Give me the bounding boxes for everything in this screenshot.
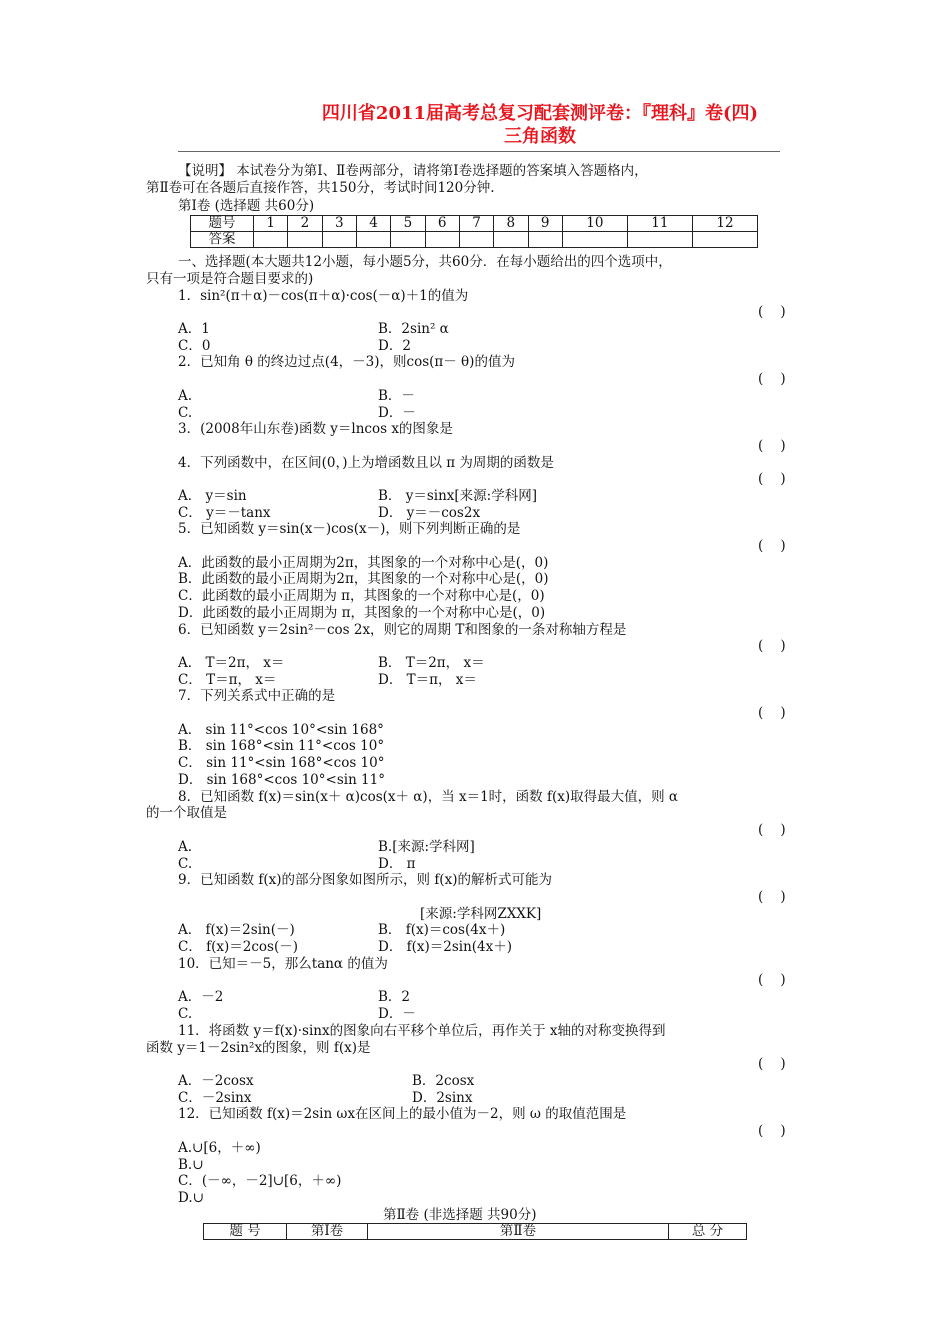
- q8-option-d: D． π: [378, 856, 416, 872]
- q11-stem-line-1: 11．将函数 y＝f(x)·sinx的图象向右平移个单位后，再作关于 x轴的对称变换得到: [178, 1023, 666, 1039]
- score-table-label: 题 号: [204, 1224, 287, 1240]
- answer-cell[interactable]: [391, 232, 425, 248]
- q8-option-b: B.[来源:学科网]: [378, 839, 475, 855]
- q5-option-a: A．此函数的最小正周期为2π，其图象的一个对称中心是(，0): [178, 555, 549, 571]
- q9-option-d: D． f(x)＝2sin(4x＋): [378, 939, 513, 955]
- q7-stem: 7．下列关系式中正确的是: [178, 688, 336, 704]
- exam-subtitle: 三角函数: [504, 126, 576, 147]
- q12-option-a: A.∪[6，＋∞): [178, 1140, 261, 1156]
- q12-option-c: C．(－∞，－2]∪[6，＋∞): [178, 1173, 342, 1189]
- answer-cell[interactable]: [322, 232, 356, 248]
- q6-option-a: A． T＝2π， x＝: [178, 655, 285, 671]
- q2-option-b: B．－: [378, 388, 415, 404]
- q1-option-b: B．2sin² α: [378, 321, 449, 337]
- q7-answer-paren[interactable]: ( ): [758, 705, 786, 721]
- answer-table-label-number: 题号: [191, 216, 254, 232]
- q1-answer-paren[interactable]: ( ): [758, 304, 786, 320]
- part1-heading: 第Ⅰ卷 (选择题 共60分): [178, 198, 315, 214]
- answer-cell[interactable]: [528, 232, 562, 248]
- q10-option-b: B．2: [378, 989, 411, 1005]
- q4-answer-paren[interactable]: ( ): [758, 471, 786, 487]
- q3-answer-paren[interactable]: ( ): [758, 438, 786, 454]
- q10-option-c: C.: [178, 1006, 193, 1022]
- q4-option-c: C． y＝－tanx: [178, 505, 271, 521]
- intro-line-1: 【说明】 本试卷分为第Ⅰ、Ⅱ卷两部分，请将第Ⅰ卷选择题的答案填入答题格内，: [178, 163, 648, 179]
- part2-heading: 第Ⅱ卷 (非选择题 共90分): [383, 1207, 537, 1223]
- q10-stem: 10．已知＝－5，那么tanα 的值为: [178, 956, 388, 972]
- answer-table-num: 1: [254, 216, 288, 232]
- q11-option-b: B．2cosx: [412, 1073, 475, 1089]
- answer-table-num: 3: [322, 216, 356, 232]
- answer-cell[interactable]: [425, 232, 459, 248]
- q8-stem-line-2: 的一个取值是: [146, 805, 227, 821]
- q11-option-d: D．2sinx: [412, 1090, 473, 1106]
- answer-cell[interactable]: [627, 232, 692, 248]
- q2-option-a: A.: [178, 388, 193, 404]
- q6-stem: 6．已知函数 y＝2sin²－cos 2x，则它的周期 T和图象的一条对称轴方程是: [178, 622, 627, 638]
- q4-option-d: D． y＝－cos2x: [378, 505, 481, 521]
- q4-option-a: A． y＝sin: [178, 488, 247, 504]
- answer-table-num: 11: [627, 216, 692, 232]
- answer-cell[interactable]: [254, 232, 288, 248]
- q1-option-a: A．1: [178, 321, 210, 337]
- q5-stem: 5．已知函数 y＝sin(x－)cos(x－)，则下列判断正确的是: [178, 521, 521, 537]
- answer-table-num: 6: [425, 216, 459, 232]
- q4-option-b: B． y＝sinx[来源:学科网]: [378, 488, 537, 504]
- answer-table-num: 8: [494, 216, 528, 232]
- q6-option-b: B． T＝2π， x＝: [378, 655, 485, 671]
- q6-option-c: C． T＝π， x＝: [178, 672, 277, 688]
- q2-stem: 2．已知角 θ 的终边过点(4，－3)，则cos(π－ θ)的值为: [178, 354, 515, 370]
- answer-table-num: 12: [692, 216, 757, 232]
- q12-option-d: D.∪: [178, 1190, 204, 1206]
- q5-answer-paren[interactable]: ( ): [758, 538, 786, 554]
- q11-option-c: C．－2sinx: [178, 1090, 252, 1106]
- q12-answer-paren[interactable]: ( ): [758, 1123, 786, 1139]
- score-table-row: [204, 1224, 747, 1240]
- answer-table-num: 7: [459, 216, 493, 232]
- answer-cell[interactable]: [692, 232, 757, 248]
- section1-line-1: 一、选择题(本大题共12小题，每小题5分，共60分．在每小题给出的四个选项中，: [178, 254, 672, 270]
- intro-line-2: 第Ⅱ卷可在各题后直接作答，共150分，考试时间120分钟.: [146, 180, 495, 196]
- answer-cell[interactable]: [356, 232, 390, 248]
- answer-table-num: 2: [288, 216, 322, 232]
- answer-table: [190, 215, 758, 248]
- q5-option-c: C．此函数的最小正周期为 π，其图象的一个对称中心是(，0): [178, 588, 545, 604]
- q9-option-b: B． f(x)＝cos(4x＋): [378, 922, 506, 938]
- score-table: [203, 1223, 747, 1240]
- q10-answer-paren[interactable]: ( ): [758, 972, 786, 988]
- exam-title: 四川省2011届高考总复习配套测评卷：『理科』卷(四): [321, 103, 759, 124]
- q1-stem: 1．sin²(π＋α)－cos(π＋α)·cos(－α)＋1的值为: [178, 288, 469, 304]
- q9-option-a: A． f(x)＝2sin(－): [178, 922, 295, 938]
- answer-cell[interactable]: [494, 232, 528, 248]
- q2-option-c: C.: [178, 405, 193, 421]
- q8-option-a: A.: [178, 839, 193, 855]
- q1-option-d: D．2: [378, 338, 411, 354]
- q5-option-b: B．此函数的最小正周期为2π，其图象的一个对称中心是(，0): [178, 571, 549, 587]
- answer-table-num: 4: [356, 216, 390, 232]
- q5-option-d: D．此函数的最小正周期为 π，其图象的一个对称中心是(，0): [178, 605, 546, 621]
- score-table-total: 总 分: [669, 1224, 747, 1240]
- q1-option-c: C．0: [178, 338, 211, 354]
- q8-answer-paren[interactable]: ( ): [758, 822, 786, 838]
- answer-table-num: 9: [528, 216, 562, 232]
- answer-table-num: 10: [562, 216, 627, 232]
- q9-option-c: C． f(x)＝2cos(－): [178, 939, 299, 955]
- answer-cell[interactable]: [459, 232, 493, 248]
- q9-source-note: [来源:学科网ZXXK]: [420, 906, 542, 922]
- answer-table-row-answers: [191, 232, 758, 248]
- q8-option-c: C.: [178, 856, 193, 872]
- score-table-part1: 第Ⅰ卷: [287, 1224, 368, 1240]
- answer-cell[interactable]: [562, 232, 627, 248]
- q7-option-a: A． sin 11°<cos 10°<sin 168°: [178, 722, 384, 738]
- answer-table-row-numbers: [191, 216, 758, 232]
- q10-option-a: A．－2: [178, 989, 224, 1005]
- q4-stem: 4．下列函数中，在区间(0，)上为增函数且以 π 为周期的函数是: [178, 455, 554, 471]
- q3-stem: 3．(2008年山东卷)函数 y＝lncos x的图象是: [178, 421, 453, 437]
- answer-table-num: 5: [391, 216, 425, 232]
- q11-answer-paren[interactable]: ( ): [758, 1056, 786, 1072]
- answer-cell[interactable]: [288, 232, 322, 248]
- header-rule: [178, 151, 780, 152]
- q12-stem: 12．已知函数 f(x)＝2sin ωx在区间上的最小值为－2，则 ω 的取值范围是: [178, 1106, 627, 1122]
- q9-stem: 9．已知函数 f(x)的部分图象如图所示，则 f(x)的解析式可能为: [178, 872, 552, 888]
- answer-table-label-answer: 答案: [191, 232, 254, 248]
- q11-option-a: A．－2cosx: [178, 1073, 254, 1089]
- q7-option-d: D． sin 168°<cos 10°<sin 11°: [178, 772, 385, 788]
- q9-answer-paren[interactable]: ( ): [758, 889, 786, 905]
- section1-line-2: 只有一项是符合题目要求的): [146, 271, 314, 287]
- q2-option-d: D．－: [378, 405, 416, 421]
- q7-option-c: C． sin 11°<sin 168°<cos 10°: [178, 755, 385, 771]
- q7-option-b: B． sin 168°<sin 11°<cos 10°: [178, 738, 385, 754]
- q6-answer-paren[interactable]: ( ): [758, 638, 786, 654]
- q8-stem-line-1: 8．已知函数 f(x)＝sin(x＋ α)cos(x＋ α)，当 x＝1时，函数 f(x)取得最大值，则 α: [178, 789, 679, 805]
- q12-option-b: B.∪: [178, 1157, 204, 1173]
- q2-answer-paren[interactable]: ( ): [758, 371, 786, 387]
- q11-stem-line-2: 函数 y＝1－2sin²x的图象，则 f(x)是: [146, 1040, 371, 1056]
- score-table-part2: 第Ⅱ卷: [368, 1224, 669, 1240]
- q6-option-d: D． T＝π， x＝: [378, 672, 477, 688]
- q10-option-d: D．－: [378, 1006, 416, 1022]
